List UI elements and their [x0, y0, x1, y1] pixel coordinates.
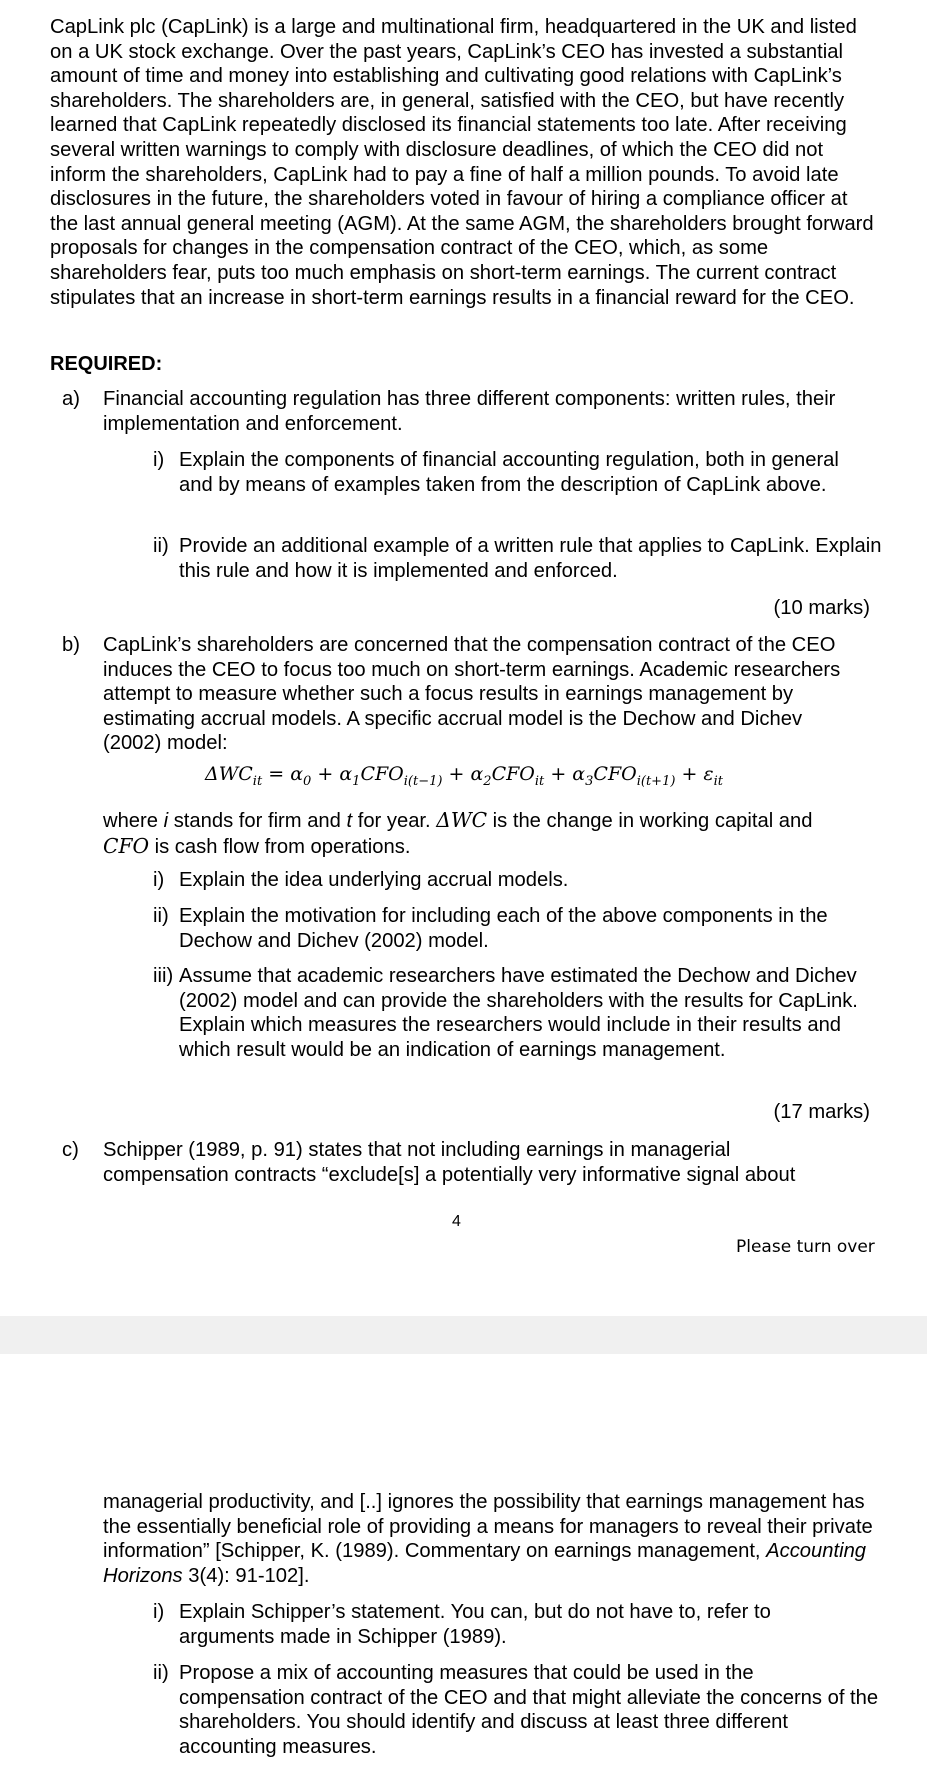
question-a-marks: (10 marks) [773, 597, 870, 619]
question-c-ii-label: ii) [153, 1662, 169, 1684]
question-b-ii-text: Explain the motivation for including each of the above components in the Dechow and Dichev (2002) model. [179, 905, 828, 952]
question-b-iii-label: iii) [153, 965, 174, 987]
page-number: 4 [452, 1213, 461, 1230]
question-b-iii-text: Assume that academic researchers have estimated the Dechow and Dichev (2002) model and can provide the shareholders with the results for CapLink. Explain which measures the researchers would include in their results and which result would be an indication of earnings management. [179, 965, 858, 1061]
question-b-label: b) [62, 634, 80, 656]
question-b-i-label: i) [153, 869, 165, 891]
exam-page-5 [0, 1354, 927, 1773]
question-b-i-text: Explain the idea underlying accrual models. [179, 869, 569, 891]
case-intro-paragraph: CapLink plc (CapLink) is a large and multinational firm, headquartered in the UK and listed on a UK stock exchange. Over the past years, CapLink’s CEO has invested a substantial amount of time and money into establishing and cultivating good relations with CapLink’s shareholders. The shareholders are, in general, satisfied with the CEO, but have recently learned that CapLink repeatedly disclosed its financial statements too late. After receiving several written warnings to comply with disclosure deadlines, of which the CEO did not inform the shareholders, CapLink had to pay a fine of half a million pounds. To avoid late disclosures in the future, the shareholders voted in favour of hiring a compliance officer at the last annual general meeting (AGM). At the same AGM, the shareholders brought forward proposals for changes in the compensation contract of the CEO, which, as some shareholders fear, puts too much emphasis on short-term earnings. The current contract stipulates that an increase in short-term earnings results in a financial reward for the CEO. [50, 16, 874, 309]
question-c-continued [103, 1490, 893, 1588]
question-a-ii-text: Provide an additional example of a written rule that applies to CapLink. Explain this rule and how it is implemented and enforced. [179, 535, 882, 582]
required-heading: REQUIRED: [50, 353, 163, 375]
question-a-i-label: i) [153, 449, 165, 471]
question-c-i-label: i) [153, 1601, 165, 1623]
question-b-text: CapLink’s shareholders are concerned that the compensation contract of the CEO induces the CEO to focus too much on short-term earnings. Academic researchers attempt to measure whether such a focus results in earnings management by estimating accrual models. A specific accrual model is the Dechow and Dichev (2002) model: [103, 634, 841, 755]
question-c-text-part1: Schipper (1989, p. 91) states that not including earnings in managerial compensation contracts “exclude[s] a potentially very informative signal about [103, 1139, 796, 1186]
question-c-text-part2: managerial productivity, and [..] ignores the possibility that earnings management has the essentially beneficial role of providing a means for managers to reveal their private information” [Schipper, K. (1989). Commentary on earnings management, Accounting Horizons 3(4): 91-102]. [103, 1491, 873, 1587]
please-turn-over: Please turn over [736, 1237, 875, 1257]
question-a-label: a) [62, 388, 80, 410]
question-a-ii-label: ii) [153, 535, 169, 557]
question-b-marks: (17 marks) [773, 1101, 870, 1123]
page-separator [0, 1316, 927, 1354]
question-b-where [103, 808, 893, 859]
dechow-dichev-formula [205, 763, 723, 789]
question-a-i-text: Explain the components of financial accounting regulation, both in general and by means of examples taken from the description of CapLink above. [179, 449, 839, 496]
question-a-text: Financial accounting regulation has three different components: written rules, their implementation and enforcement. [103, 388, 836, 435]
formula-content: $\Delta WC_{it} = \alpha_0 + \alpha_1CFO_{i(t-1)} + \alpha_2CFO_{it} + \alpha_3CFO_{i(t+1)} + \varepsilon_{it}$ [205, 763, 724, 789]
question-b-where-text: where i stands for firm and t for year. ΔWC is the change in working capital and CFO is cash flow from operations. [103, 808, 813, 858]
question-b-ii-label: ii) [153, 905, 169, 927]
question-c-label: c) [62, 1139, 79, 1161]
question-c-i-text: Explain Schipper’s statement. You can, but do not have to, refer to arguments made in Schipper (1989). [179, 1601, 771, 1648]
question-c-ii-text: Propose a mix of accounting measures that could be used in the compensation contract of the CEO and that might alleviate the concerns of the shareholders. You should identify and discuss at least three different accounting measures. [179, 1662, 879, 1758]
